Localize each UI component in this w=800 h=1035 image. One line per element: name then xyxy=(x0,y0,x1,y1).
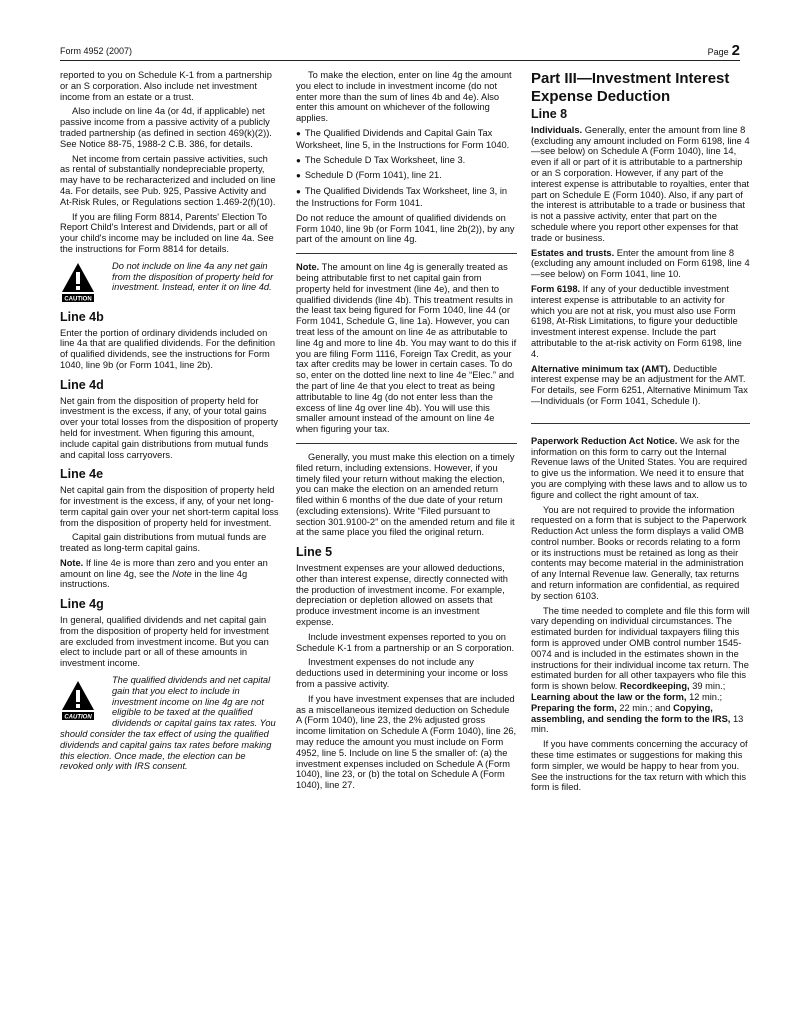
bullet-icon: ● xyxy=(296,155,301,165)
column-2 xyxy=(296,70,517,795)
heading-line-5: Line 5 xyxy=(296,545,333,560)
paragraph: Capital gain distributions from mutual funds are treated as long-term capital gains. xyxy=(60,532,267,554)
paragraph: The time needed to complete and file this form will vary depending on individual circumstances. The estimated burden for individual taxpayers filing this form is approved under OMB control number 1545-0074 and is included in the estimates shown in the instructions for their individual income tax return. The estimated burden for all other taxpayers who file this form is shown below. Recordkeeping, 39 min.; Learning about the law or the form, 12 min.; Preparing the form, 22 min.; and Copying, assembling, and sending the form to the IRS, 13 min. xyxy=(531,605,750,735)
heading-line-4d: Line 4d xyxy=(60,377,104,392)
paragraph: Net gain from the disposition of property held for investment is the excess, if any, of your total gains over your total losses from the disposition of property held for investment. When figuring this amount, include capital gain distributions from mutual funds and capital loss carryovers. xyxy=(60,395,279,460)
bullet-item: ● The Qualified Dividends Tax Worksheet, line 3, in the Instructions for Form 1041. xyxy=(296,186,508,208)
caution-box xyxy=(60,261,280,303)
caution-label: CAUTION xyxy=(64,296,92,303)
caution-text: Do not include on line 4a any net gain from the disposition of property held for investment. Instead, enter it on line 4d. xyxy=(112,260,274,293)
note-paragraph: Note. The amount on line 4g is generally treated as being attributable first to net capital gain from property held for investment (line 4e), and then to qualified dividends (line 4b). This treatment results in the least tax being figured for Form 1040, line 44 (or Form 1041, Schedule G, line 1a). However, you can treat less of the amount on line 4e as attributable to line 4g and more to line 4b. You may want to do this if you are filing Form 1116, Foreign Tax Credit, as your tax after credits may be lower in certain cases. To do so, enter on the dotted line next to line 4e “Elec.” and the part of line 4e that you elect to treat as being attributable to line 4g (do not enter less than the excess of line 4g over line 4b). You will use this smaller amount instead of the amount on line 4e when figuring your tax. xyxy=(296,262,517,435)
paragraph: In general, qualified dividends and net capital gain from the disposition of property held for investment are excluded from investment income. But you can elect to include part or all of these amounts in investment income. xyxy=(60,615,269,669)
paragraph: Individuals. Generally, enter the amount from line 8 (excluding any amount included on Form 6198, line 4—see below) on Schedule A (Form 1040), line 14, even if all or part of it is attributable to a partnership or an S corporation. However, if any part of the interest expense is attributable to royalties, enter that part on Schedule E (Form 1040). Also, if any part of the interest is attributable to a trade or business that is not a passive activity, enter that part on the schedule where you report other expenses for that trade or business. xyxy=(531,124,750,243)
paragraph: Include investment expenses reported to you on Schedule K-1 from a partnership or an S corporation. xyxy=(296,631,515,653)
paragraph: To make the election, enter on line 4g the amount you elect to include in investment income (do not enter more than the sum of lines 4b and 4e). Also enter this amount on whichever of the following applies. xyxy=(296,70,512,124)
column-1 xyxy=(60,70,280,772)
paragraph: Estates and trusts. Enter the amount from line 8 (excluding any amount included on Form 6198, line 4—see below) on Form 1041, line 10. xyxy=(531,247,750,280)
paragraph: Alternative minimum tax (AMT). Deductible interest expense may be an adjustment for the AMT. For details, see Form 6251, Alternative Minimum Tax—Individuals (or Form 1041, Schedule I). xyxy=(531,363,748,406)
caution-icon xyxy=(60,677,96,723)
bullet-item: ● The Qualified Dividends and Capital Gain Tax Worksheet, line 5, in the Instructions for Form 1040. xyxy=(296,127,510,150)
page-header xyxy=(60,42,740,61)
paragraph: Net capital gain from the disposition of property held for investment is the excess, if any, of your net long-term capital gain over your net short-term capital loss from the disposition of property held for investment. xyxy=(60,485,279,528)
caution-box xyxy=(60,675,280,772)
bullet-icon: ● xyxy=(296,171,301,181)
paragraph: If you have comments concerning the accuracy of these time estimates or suggestions for making this form simpler, we would be happy to hear from you. See the instructions for the tax return with which this form is filed. xyxy=(531,739,748,793)
bullet-item: ● Schedule D (Form 1041), line 21. xyxy=(296,170,442,181)
paragraph: Investment expenses are your allowed deductions, other than interest expense, directly connected with the production of investment income. For example, depreciation or depletion allowed on assets that produce investment income is an investment expense. xyxy=(296,563,508,628)
paragraph: Generally, you must make this election on a timely filed return, including extensions. However, if you timely filed your return without making the election, you can make the election on an amended return filed within 6 months of the due date of your return (excluding extensions). Write “Filed pursuant to section 301.9100-2” on the amended return and file it at the same place you filed the original return. xyxy=(296,451,515,538)
paragraph: Do not reduce the amount of qualified dividends on Form 1040, line 9b (or Form 1041, line 2b(2)), by any part of the amount on line 4g. xyxy=(296,212,515,245)
paragraph: Investment expenses do not include any deductions used in determining your income or loss from a passive activity. xyxy=(296,657,508,690)
heading-line-8: Line 8 xyxy=(531,107,568,121)
paragraph: Net income from certain passive activities, such as rental of substantially nondepreciable property, may have to be recharacterized and included on line 4a. For details, see Pub. 925, Passive Activity and At-Risk Rules, or Regulations section 1.469-2(f)(10). xyxy=(60,153,276,207)
heading-line-4g: Line 4g xyxy=(60,597,104,612)
caution-label: CAUTION xyxy=(64,714,92,721)
paragraph: Also include on line 4a (or 4d, if applicable) net passive income from a passive activity of a publicly traded partnership (as defined in section 469(k)(2)). See Notice 88-75, 1988-2 C.B. 386, for details. xyxy=(60,106,272,149)
divider xyxy=(296,253,517,254)
bullet-icon: ● xyxy=(296,128,301,138)
paragraph: Paperwork Reduction Act Notice. We ask for the information on this form to carry out the Internal Revenue laws of the United States. You are required to give us the information. We need it to ensure that you are complying with these laws and to allow us to figure and collect the right amount of tax. xyxy=(531,435,748,500)
heading-line-4e: Line 4e xyxy=(60,467,104,482)
part-iii-title: Part III—Investment Interest Expense Deduction xyxy=(531,70,730,105)
paragraph: Enter the portion of ordinary dividends included on line 4a that are qualified dividends. For the definition of qualified dividends, see the instructions for Form 1040, line 9b (or Form 1041, line 2b). xyxy=(60,327,275,370)
heading-line-4b: Line 4b xyxy=(60,309,104,324)
form-id: Form 4952 (2007) xyxy=(60,46,133,56)
divider xyxy=(531,423,750,424)
paragraph: You are not required to provide the information requested on a form that is subject to the Paperwork Reduction Act unless the form displays a valid OMB control number. Books or records relating to a form or its instructions must be retained as long as their contents may become material in the administration of any Internal Revenue law. Generally, tax returns and return information are confidential, as required by section 6103. xyxy=(531,504,747,601)
paragraph: If you have investment expenses that are included as a miscellaneous itemized deduction on Schedule A (Form 1040), line 23, the 2% adjusted gross income limitation on Schedule A (Form 1040), line 26, may reduce the amount you must include on Form 4952, line 5. Include on line 5 the smaller of: (a) the investment expenses included on Schedule A (Form 1040), line 23, or (b) the total on Schedule A (Form 1040), line 27. xyxy=(296,693,517,791)
bullet-icon: ● xyxy=(296,187,301,197)
note-paragraph: Note. If line 4e is more than zero and you enter an amount on line 4g, see the Note in the line 4g instructions. xyxy=(60,557,268,590)
paragraph: Form 6198. If any of your deductible investment interest expense is attributable to an activity for which you are not at risk, you must also use Form 6198, At-Risk Limitations, to figure your deductible investment interest expense. Include the part attributable to the at-risk activity on Form 6198, line 4. xyxy=(531,283,742,359)
page-number: Page 2 xyxy=(707,42,740,59)
bullet-item: ● The Schedule D Tax Worksheet, line 3. xyxy=(296,154,466,165)
paragraph: reported to you on Schedule K-1 from a partnership or an S corporation. Also include net investment income from an estate or a trust. xyxy=(60,70,272,102)
caution-icon xyxy=(60,261,96,303)
column-3 xyxy=(531,70,750,797)
caution-text: The qualified dividends and net capital gain that you elect to include in investment income on line 4g are not eligible to be taxed at the qualified dividends or capital gains tax rates. You should consider the tax effect of using the qualified dividends and capital gains tax rates before making this election. Once made, the election can be revoked only with IRS consent. xyxy=(60,675,276,772)
divider xyxy=(296,443,517,444)
paragraph: If you are filing Form 8814, Parents' Election To Report Child's Interest and Dividends, part or all of your child's income may be included on line 4a. See the instructions for Form 8814 for details. xyxy=(60,211,274,254)
